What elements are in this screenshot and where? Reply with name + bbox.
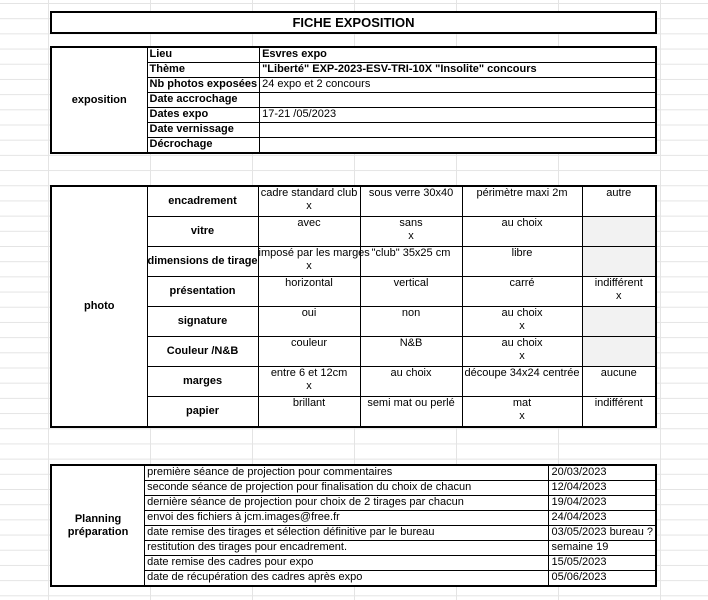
date-cell[interactable]: 24/04/2023	[549, 511, 656, 526]
option-cell-empty	[582, 217, 656, 247]
field-value[interactable]: 24 expo et 2 concours	[260, 78, 656, 93]
option-cell[interactable]: non	[360, 307, 462, 337]
date-cell[interactable]: 03/05/2023 bureau ?	[549, 526, 656, 541]
field-label: Nb photos exposées	[147, 78, 260, 93]
selected-mark: x	[519, 410, 525, 422]
option-cell[interactable]: N&B	[360, 337, 462, 367]
task-cell[interactable]: restitution des tirages pour encadrement.	[145, 541, 549, 556]
task-cell[interactable]: envoi des fichiers à jcm.images@free.fr	[145, 511, 549, 526]
option-cell[interactable]: indifférent x	[582, 277, 656, 307]
option-cell[interactable]: sans x	[360, 217, 462, 247]
task-cell[interactable]: première séance de projection pour commentaires	[145, 465, 549, 481]
option-cell[interactable]: imposé par les marges x	[258, 247, 360, 277]
option-cell[interactable]: au choix	[462, 217, 582, 247]
section-label-planning: Planning préparation	[51, 465, 145, 586]
option-cell[interactable]: oui	[258, 307, 360, 337]
section-label-exposition: exposition	[51, 47, 147, 153]
field-label: Décrochage	[147, 138, 260, 154]
selected-mark: x	[306, 200, 312, 212]
field-label: Date vernissage	[147, 123, 260, 138]
option-cell[interactable]: libre	[462, 247, 582, 277]
option-cell[interactable]: brillant	[258, 397, 360, 428]
date-cell[interactable]: 15/05/2023	[549, 556, 656, 571]
task-cell[interactable]: seconde séance de projection pour finalisation du choix de chacun	[145, 481, 549, 496]
option-cell[interactable]: au choix x	[462, 307, 582, 337]
task-cell[interactable]: date remise des cadres pour expo	[145, 556, 549, 571]
date-cell[interactable]: semaine 19	[549, 541, 656, 556]
selected-mark: x	[408, 230, 414, 242]
option-cell[interactable]: au choix x	[462, 337, 582, 367]
selected-mark: x	[616, 290, 622, 302]
option-cell[interactable]: périmètre maxi 2m	[462, 186, 582, 217]
field-value[interactable]	[260, 93, 656, 108]
task-cell[interactable]: date de récupération des cadres après expo	[145, 571, 549, 587]
task-cell[interactable]: date remise des tirages et sélection définitive par le bureau	[145, 526, 549, 541]
selected-mark: x	[306, 260, 312, 272]
date-cell[interactable]: 19/04/2023	[549, 496, 656, 511]
table-row	[51, 465, 656, 481]
date-cell[interactable]: 12/04/2023	[549, 481, 656, 496]
table-row	[51, 186, 656, 217]
field-label: Lieu	[147, 47, 260, 63]
selected-mark: x	[306, 380, 312, 392]
field-label: Dates expo	[147, 108, 260, 123]
exposition-table	[50, 46, 657, 154]
option-cell[interactable]: entre 6 et 12cm x	[258, 367, 360, 397]
field-value[interactable]	[260, 123, 656, 138]
field-value[interactable]: "Liberté" EXP-2023-ESV-TRI-10X "Insolite" concours	[260, 63, 656, 78]
criterion-label: papier	[147, 397, 258, 428]
option-cell[interactable]: couleur	[258, 337, 360, 367]
criterion-label: dimensions de tirage	[147, 247, 258, 277]
planning-table	[50, 464, 657, 587]
option-cell[interactable]: horizontal	[258, 277, 360, 307]
option-cell[interactable]: au choix	[360, 367, 462, 397]
option-cell[interactable]: indifférent	[582, 397, 656, 428]
criterion-label: vitre	[147, 217, 258, 247]
option-cell[interactable]: avec	[258, 217, 360, 247]
option-cell[interactable]: semi mat ou perlé	[360, 397, 462, 428]
option-cell[interactable]: vertical	[360, 277, 462, 307]
field-label: Thème	[147, 63, 260, 78]
date-cell[interactable]: 05/06/2023	[549, 571, 656, 587]
criterion-label: Couleur /N&B	[147, 337, 258, 367]
option-cell[interactable]: "club" 35x25 cm	[360, 247, 462, 277]
option-cell[interactable]: carré	[462, 277, 582, 307]
photo-table	[50, 185, 657, 428]
option-cell[interactable]: autre	[582, 186, 656, 217]
option-cell[interactable]: découpe 34x24 centrée	[462, 367, 582, 397]
page-title: FICHE EXPOSITION	[50, 11, 657, 34]
selected-mark: x	[519, 320, 525, 332]
task-cell[interactable]: dernière séance de projection pour choix de 2 tirages par chacun	[145, 496, 549, 511]
option-cell-empty	[582, 247, 656, 277]
field-value[interactable]	[260, 138, 656, 154]
selected-mark: x	[519, 350, 525, 362]
option-cell[interactable]: aucune	[582, 367, 656, 397]
option-cell[interactable]: mat x	[462, 397, 582, 428]
option-cell-empty	[582, 337, 656, 367]
table-row	[51, 47, 656, 63]
field-value[interactable]: Esvres expo	[260, 47, 656, 63]
option-cell[interactable]: cadre standard club x	[258, 186, 360, 217]
option-cell[interactable]: sous verre 30x40	[360, 186, 462, 217]
criterion-label: marges	[147, 367, 258, 397]
field-value[interactable]: 17-21 /05/2023	[260, 108, 656, 123]
section-label-photo: photo	[51, 186, 147, 427]
criterion-label: encadrement	[147, 186, 258, 217]
option-cell-empty	[582, 307, 656, 337]
date-cell[interactable]: 20/03/2023	[549, 465, 656, 481]
field-label: Date accrochage	[147, 93, 260, 108]
criterion-label: signature	[147, 307, 258, 337]
criterion-label: présentation	[147, 277, 258, 307]
